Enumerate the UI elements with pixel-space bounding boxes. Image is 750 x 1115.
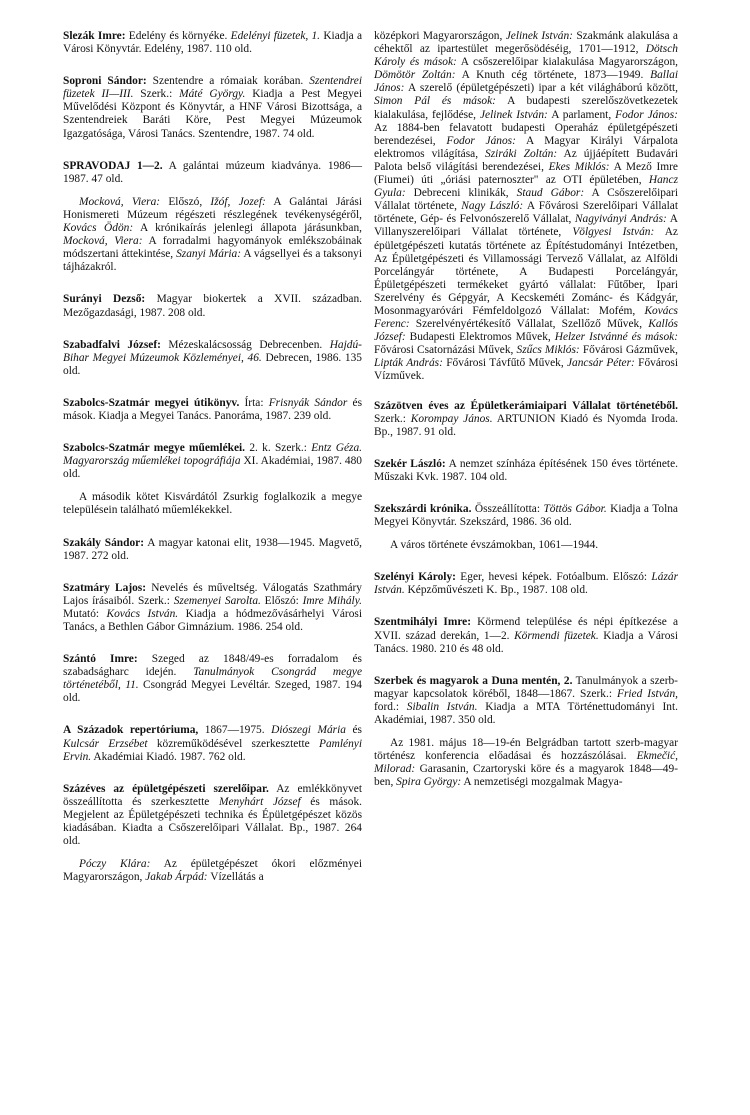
entry-author-or-series: Kallós József: <box>374 318 678 344</box>
entry-text: Kiadja a Pest Megyei Művelődési Központ és Könyvtár, a HNF Városi Bizottsága, a Szentendreiek Baráti Köre, Pest Megyei Múzeumok Igazgatósága, Városi Tanács. Szentendre, 1987. 74 old. <box>63 88 362 140</box>
entry-text: Kiadja a Városi Könyvtár. Edelény, 1987. 110 old. <box>63 30 362 56</box>
entry-text: A csőszerelőipar kialakulása Magyarországon, <box>456 56 678 69</box>
entry-heading: SPRAVODAJ 1—2. <box>63 159 163 172</box>
entry-author-or-series: Hajdú-Bihar Megyei Múzeumok Közleményei, 46. <box>63 338 362 364</box>
entry-author-or-series: Kovács Ferenc: <box>374 304 678 331</box>
entry-heading: Szabadfalvi József: <box>63 338 161 351</box>
entry-text: A Galántai Járási Honismereti Múzeum régészeti részlegének tevékenységéről, <box>63 195 362 221</box>
entry-heading: Slezák Imre: <box>63 30 126 42</box>
entry-author-or-series: Szűcs Miklós: <box>516 344 580 357</box>
entry-text: A Knuth cég története, 1873—1949. <box>455 69 651 82</box>
entry-text: Magyar biokertek a XVII. században. Mezőgazdasági, 1987. 208 old. <box>63 293 362 319</box>
bibliography-entry-szerbek-2 <box>374 737 678 789</box>
entry-text: ARTUNION Kiadó és Nyomda Iroda. Bp., 1987. 91 old. <box>374 412 678 438</box>
entry-text: A nemzetiségi mozgalmak Magya- <box>461 776 623 789</box>
bibliography-entry-szazotven <box>374 400 678 439</box>
entry-text: Körmend települése és népi építkezése a XVII. század derekán, 1—2. <box>374 616 678 642</box>
bibliography-entry-szentmihalyi <box>374 616 678 655</box>
entry-author-or-series: Sziráki Zoltán: <box>485 147 558 160</box>
bibliography-entry-szazeves-3 <box>374 30 678 384</box>
entry-text: Szerelvényértékesítő Vállalat, Szellőző Művek, <box>409 318 649 331</box>
entry-text: Szerk.: <box>374 412 411 425</box>
entry-text: Kiadja a Városi Tanács. 1980. 210 és 48 old. <box>374 629 679 655</box>
entry-author-or-series: Fodor János: <box>615 108 678 121</box>
entry-text: Szentendre a rómaiak korában. <box>146 75 310 88</box>
entry-text: Az épületgépészeti kutatás története az Építéstudományi Intézetben, Az Épületgépészeti és Villamossági Tervező Vállalat, az Alföldi Porcelángyár története, A Budapesti Porcelángyár, Épületgépészeti termékeket gyártó vállalat: Fűtőber, Ipari Szerelvény és Gépgyár, A Kecskeméti Zománc- és Kádgyár, Mosonmagyaróvári Fémfeldolgozó Vállalat: Mofém, <box>374 226 678 317</box>
left-column <box>63 30 362 903</box>
entry-text: Az 1981. május 18—19-én Belgrádban tartott szerb-magyar történész konferencia előadásai és hozzászólásai. <box>374 737 678 763</box>
entry-author-or-series: Pamlényi Ervin. <box>63 737 362 763</box>
entry-author-or-series: Staud Gábor: <box>516 187 585 200</box>
entry-text: Csongrád Megyei Levéltár. Szeged, 1987. 194 old. <box>63 679 362 705</box>
entry-heading: Soproni Sándor: <box>63 75 147 88</box>
bibliography-entry-soproni <box>63 75 362 140</box>
entry-text: A vágsellyei és a taksonyi tájházakról. <box>63 248 363 274</box>
entry-text: Budapesti Elektromos Művek, <box>405 331 555 344</box>
entry-text: Szeged az 1848/49-es forradalom és szabadságharc idején. <box>63 653 362 679</box>
entry-text: Az emlékkönyvet összeállította és szerkesztette <box>63 782 362 808</box>
entry-author-or-series: Ekes Miklós: <box>548 160 610 173</box>
entry-text: A galántai múzeum kiadványa. 1986—1987. 47 old. <box>63 159 362 185</box>
entry-text: Fővárosi Vízművek. <box>374 357 678 383</box>
entry-heading: Szentmihályi Imre: <box>374 616 472 629</box>
bibliography-entry-szabolcs-muemlekei-2 <box>63 491 362 517</box>
entry-author-or-series: Szemenyei Sarolta. <box>173 594 261 607</box>
bibliography-entry-suranyi <box>63 293 362 319</box>
entry-text: 1867—1975. <box>198 724 272 737</box>
entry-author-or-series: Szanyi Mária: <box>176 248 242 261</box>
entry-heading: Százéves az épületgépészeti szerelőipar. <box>63 782 269 795</box>
entry-text: A Csőszerelőipari Vállalat története, <box>374 187 678 213</box>
entry-text: Szakmánk alakulása a céhektől az ipartestület megerősödéséig, 1701—1912, <box>374 30 678 56</box>
entry-author-or-series: Spira György: <box>396 776 462 789</box>
entry-text: Garasanin, Czartoryski köre és a magyarok 1848—49-ben, <box>374 763 678 789</box>
entry-text: Akadémiai Kiadó. 1987. 762 old. <box>91 750 246 763</box>
bibliography-entry-szazadok <box>63 724 362 763</box>
bibliography-entry-spravodaj <box>63 160 362 186</box>
entry-author-or-series: Völgyesi István: <box>572 226 655 239</box>
entry-text: Fővárosi Csatornázási Művek, <box>374 344 517 357</box>
entry-author-or-series: Simon Pál és mások: <box>374 95 496 108</box>
entry-text: A Mező Imre (Fiumei) úti „óriási paternoszter" az OTI épületében, <box>374 160 678 187</box>
entry-text: A parlament, <box>547 108 616 121</box>
entry-author-or-series: Frisnyák Sándor <box>268 396 348 409</box>
entry-author-or-series: Mocková, Viera: <box>63 235 143 248</box>
entry-text: A nemzet színháza építésének 150 éves története. Műszaki Kvk. 1987. 104 old. <box>374 457 678 483</box>
entry-text: Debreceni klinikák, <box>405 187 517 200</box>
entry-author-or-series: Kulcsár Erzsébet <box>63 737 148 750</box>
entry-author-or-series: Fried István, <box>616 687 678 700</box>
bibliography-entry-szabolcs-muemlekei <box>63 442 362 481</box>
entry-heading: A Századok repertóriuma, <box>63 724 199 737</box>
bibliography-entry-szanto <box>63 653 362 705</box>
entry-text: középkori Magyarországon, <box>374 30 506 42</box>
entry-author-or-series: Körmendi füzetek. <box>514 629 599 642</box>
bibliography-entry-szabolcs-utikonyv <box>63 397 362 423</box>
entry-text: Debrecen, 1986. 135 old. <box>63 351 362 377</box>
entry-author-or-series: Jancsár Péter: <box>566 357 635 370</box>
entry-heading: Százötven éves az Épületkerámiaipari Vállalat történetéből. <box>374 399 678 412</box>
entry-text: Kiadja a MTA Történettudományi Int. Akadémiai, 1987. 350 old. <box>374 700 679 727</box>
entry-author-or-series: Imre Mihály. <box>302 594 362 607</box>
entry-author-or-series: Fodor János: <box>446 134 516 147</box>
bibliography-entry-szelenyi <box>374 571 678 597</box>
entry-author-or-series: Nagy László: <box>461 200 524 213</box>
entry-text: Mutató: <box>63 607 107 620</box>
entry-text: Az épületgépészet ókori előzményei Magyarországon, <box>63 858 362 884</box>
bibliography-entry-slezak <box>63 30 362 56</box>
entry-author-or-series: Mocková, Viera: <box>79 195 161 208</box>
entry-heading: Szabolcs-Szatmár megyei útikönyv. <box>63 396 240 409</box>
entry-author-or-series: Menyhárt József <box>218 795 301 808</box>
entry-text: és mások. Kiadja a Megyei Tanács. Panoráma, 1987. 239 old. <box>63 396 363 422</box>
entry-author-or-series: Máté György. <box>179 88 246 101</box>
entry-text: Fővárosi Távfűtő Művek, <box>442 357 567 370</box>
entry-author-or-series: Hancz Gyula: <box>374 174 678 200</box>
entry-text: Írta: <box>239 396 269 409</box>
entry-author-or-series: Jelinek István: <box>480 108 548 121</box>
entry-text: A magyar katonai elit, 1938—1945. Magvető, 1987. 272 old. <box>63 536 362 562</box>
entry-text: A második kötet Kisvárdától Zsurkig foglalkozik a megye településein található műemlékekkel. <box>63 491 362 517</box>
entry-author-or-series: Ballai János: <box>374 69 678 95</box>
entry-author-or-series: Jelinek István: <box>505 30 573 42</box>
bibliography-entry-szazeves-2 <box>63 858 362 884</box>
entry-text: Mézeskalácsosság Debrecenben. <box>160 338 330 351</box>
entry-text: Előszó: <box>260 594 303 607</box>
entry-text: A Magyar Királyi Várpalota elektromos világítása, <box>374 134 678 160</box>
entry-text: A Villanyszerelőipari Vállalat története, <box>374 213 678 239</box>
bibliography-entry-szakaly <box>63 537 362 563</box>
entry-text: Előszó, <box>160 195 211 208</box>
entry-text: Fővárosi Gázművek, <box>579 344 678 357</box>
entry-heading: Szakály Sándor: <box>63 536 145 549</box>
entry-author-or-series: Dömötör Zoltán: <box>374 69 456 82</box>
entry-heading: Szekér László: <box>374 457 446 470</box>
entry-author-or-series: Szentendrei füzetek II—III. <box>63 75 362 101</box>
entry-text: A szerelő (épületgépészeti) ipar a két világháború között, <box>404 82 678 95</box>
entry-text: Tanulmányok a szerb-magyar kapcsolatok köréből, 1848—1867. Szerk.: <box>374 674 678 700</box>
entry-text: Edelény és környéke. <box>125 30 231 42</box>
entry-heading: Szatmáry Lajos: <box>63 581 147 594</box>
entry-author-or-series: Diószegi Mária <box>271 724 346 737</box>
entry-author-or-series: Ekmečić, Milorad: <box>374 750 678 776</box>
entry-text: Az újjáépített Budavári Palota belső világítási berendezései, <box>374 147 678 173</box>
right-column <box>374 30 678 809</box>
bibliography-entry-szeker <box>374 458 678 484</box>
entry-text: A város története évszámokban, 1061—1944. <box>390 539 599 552</box>
entry-text: ford.: <box>374 700 407 713</box>
entry-heading: Szántó Imre: <box>63 653 138 666</box>
entry-author-or-series: Entz Géza. Magyarország műemlékei topográfiája <box>63 442 362 468</box>
entry-author-or-series: Jakab Árpád: <box>145 871 208 884</box>
entry-author-or-series: Lázár István. <box>374 571 679 597</box>
entry-author-or-series: Sibalin István. <box>406 700 478 713</box>
entry-text: Képzőművészeti K. Bp., 1987. 108 old. <box>404 584 588 597</box>
entry-text: Összeállította: <box>471 503 544 515</box>
bibliography-entry-szabadfalvi <box>63 339 362 378</box>
entry-author-or-series: Edelényi füzetek, 1. <box>230 30 321 42</box>
bibliography-entry-szazeves <box>63 783 362 848</box>
entry-text: A Fővárosi Szerelőipari Vállalat története, Gép- és Felvonószerelő Vállalat, <box>374 200 678 226</box>
entry-author-or-series: Póczy Klára: <box>79 858 151 871</box>
entry-text: Vízellátás a <box>207 871 264 884</box>
entry-heading: Szelényi Károly: <box>374 571 456 584</box>
entry-heading: Szabolcs-Szatmár megye műemlékei. <box>63 442 246 455</box>
entry-author-or-series: Tanulmányok Csongrád megye történetéből, 11. <box>63 666 362 692</box>
entry-author-or-series: Ižóf, Jozef: <box>210 195 266 208</box>
entry-author-or-series: Kovács István. <box>106 607 179 620</box>
entry-heading: Surányi Dezső: <box>63 293 146 306</box>
entry-text: Kiadja a hódmezővásárhelyi Városi Tanács, a Bethlen Gábor Gimnázium. 1986. 254 old. <box>63 607 362 633</box>
entry-text: A krónikaírás jelenlegi állapota járásunkban, <box>133 222 362 235</box>
entry-heading: Szerbek és magyarok a Duna mentén, 2. <box>374 674 573 687</box>
entry-text: Szerk.: <box>133 88 180 101</box>
bibliography-entry-szekszardi <box>374 503 678 529</box>
bibliography-entry-szerbek <box>374 675 678 727</box>
entry-text: A budapesti szerelőszövetkezetek kialakulása, fejlődése, <box>374 95 678 121</box>
entry-text: Nevelés és műveltség. Válogatás Szathmáry Lajos írásaiból. Szerk.: <box>63 581 363 607</box>
entry-author-or-series: Dötsch Károly és mások: <box>374 43 678 69</box>
bibliography-entry-szekszardi-2 <box>374 539 678 552</box>
entry-author-or-series: Lipták András: <box>374 357 443 370</box>
entry-text: Kiadja a Tolna Megyei Könyvtár. Szekszárd, 1986. 36 old. <box>374 503 678 529</box>
entry-text: közreműködésével szerkesztette <box>147 737 319 750</box>
entry-heading: Szekszárdi krónika. <box>374 503 472 515</box>
entry-text: Eger, hevesi képek. Fotóalbum. Előszó: <box>455 571 652 584</box>
entry-text: XI. Akadémiai, 1987. 480 old. <box>63 455 362 481</box>
bibliography-entry-spravodaj-2 <box>63 196 362 275</box>
entry-author-or-series: Helzer Istvánné és mások: <box>554 331 678 344</box>
entry-text: Az 1884-ben felavatott budapesti Operaház épületgépészeti berendezései, <box>374 121 678 147</box>
entry-text: és mások. Megjelent az Épületgépészeti technika és Épületgépészet közös kiadásában. Kiadta a Csőszerelőipari Vállalat. Bp., 1987. 264 old. <box>63 795 362 848</box>
bibliography-entry-szatmary <box>63 582 362 634</box>
entry-author-or-series: Nagyiványi András: <box>574 213 667 226</box>
entry-author-or-series: Kovács Ödön: <box>63 222 134 235</box>
entry-author-or-series: Korompay János. <box>410 412 493 425</box>
entry-text: A forradalmi hagyományok emlékszobáinak módszertani áttekintése, <box>63 235 362 261</box>
entry-author-or-series: Töttös Gábor. <box>543 503 607 515</box>
entry-text: 2. k. Szerk.: <box>245 442 312 455</box>
entry-text: és <box>345 724 362 737</box>
